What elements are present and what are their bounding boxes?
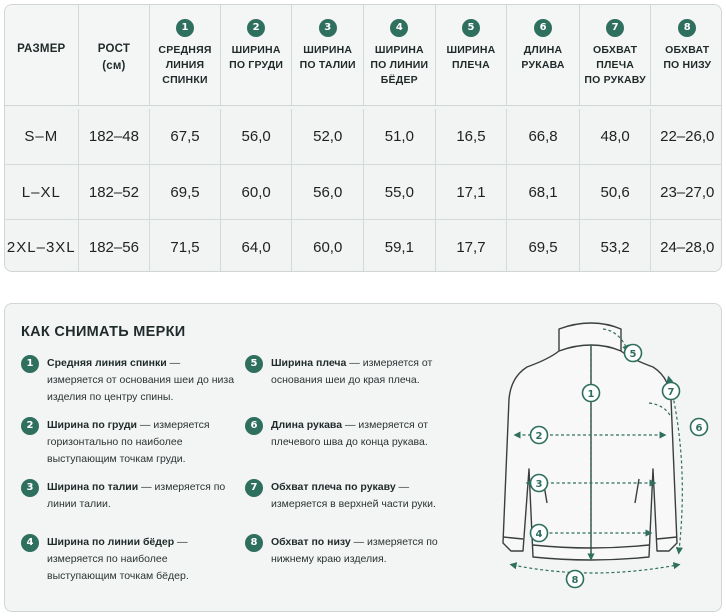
guide-item-chest-width — [21, 417, 236, 468]
marker-2-icon: 2 — [247, 19, 265, 37]
jacket-outline-icon — [503, 323, 677, 560]
guide-item-desc: — измеряется по линии талии. — [47, 481, 226, 510]
table-cell: 69,5 — [150, 165, 221, 219]
header-label: СРЕДНЯЯ ЛИНИЯ СПИНКИ — [158, 44, 212, 86]
diagram-marker-1-icon — [583, 385, 600, 402]
guide-item-name: Ширина плеча — [271, 357, 347, 369]
guide-item-text — [47, 355, 236, 406]
svg-text:8: 8 — [571, 575, 579, 586]
marker-7-icon: 7 — [606, 19, 624, 37]
svg-text:6: 6 — [695, 423, 703, 434]
header-cell-size — [5, 5, 79, 105]
guide-item-back-length — [21, 355, 236, 406]
header-label: РАЗМЕР — [17, 43, 66, 55]
guide-item-desc: — измеряется от основания шеи до края плеча. — [271, 357, 433, 386]
diagram-marker-2-icon — [531, 427, 548, 444]
header-cell-back-length — [150, 5, 221, 105]
table-cell: 66,8 — [507, 109, 580, 164]
header-cell-bicep-girth — [580, 5, 652, 105]
header-label: ШИРИНА ПО ТАЛИИ — [299, 44, 356, 71]
table-cell: 17,7 — [436, 220, 508, 272]
svg-text:4: 4 — [535, 529, 543, 540]
table-cell: 16,5 — [436, 109, 508, 164]
header-label: ОБХВАТ ПО НИЗУ — [663, 44, 712, 71]
table-cell: 182–52 — [79, 165, 151, 219]
guide-item-hem-girth — [245, 534, 445, 568]
marker-5-icon: 5 — [462, 19, 480, 37]
guide-item-text — [271, 417, 445, 451]
marker-2-icon: 2 — [21, 417, 39, 435]
marker-6-icon: 6 — [245, 417, 263, 435]
marker-3-icon: 3 — [319, 19, 337, 37]
table-cell: 52,0 — [292, 109, 364, 164]
header-label: ШИРИНА ПО ГРУДИ — [229, 44, 284, 71]
guide-item-hip-width — [21, 534, 236, 585]
size-table — [4, 4, 722, 272]
table-cell: 68,1 — [507, 165, 580, 219]
guide-item-name: Обхват по низу — [271, 536, 351, 548]
guide-item-name: Обхват плеча по рукаву — [271, 481, 396, 493]
marker-4-icon: 4 — [390, 19, 408, 37]
table-cell: 60,0 — [292, 220, 364, 272]
marker-1-icon: 1 — [21, 355, 39, 373]
guide-item-sleeve-length — [245, 417, 445, 451]
table-cell: 59,1 — [364, 220, 436, 272]
diagram-marker-3-icon — [531, 475, 548, 492]
marker-8-icon: 8 — [678, 19, 696, 37]
guide-item-name: Ширина по линии бёдер — [47, 536, 175, 548]
header-cell-hem-girth — [651, 5, 722, 105]
guide-item-text — [47, 417, 236, 468]
svg-text:7: 7 — [667, 387, 675, 398]
table-row — [5, 109, 722, 164]
marker-7-icon: 7 — [245, 479, 263, 497]
guide-item-name: Ширина по талии — [47, 481, 139, 493]
guide-item-text — [47, 479, 236, 513]
table-cell: 23–27,0 — [660, 183, 715, 201]
svg-text:3: 3 — [535, 479, 543, 490]
table-cell: 51,0 — [364, 109, 436, 164]
table-row — [5, 219, 722, 272]
table-cell: 71,5 — [150, 220, 221, 272]
header-cell-chest-width — [221, 5, 293, 105]
guide-item-waist-width — [21, 479, 236, 513]
table-cell: 48,0 — [580, 109, 652, 164]
table-cell: 182–56 — [79, 220, 151, 272]
guide-item-text — [271, 355, 445, 389]
header-cell-hip-width — [364, 5, 436, 105]
guide-item-name: Длина рукава — [271, 419, 343, 431]
header-label: РОСТ (см) — [97, 43, 131, 72]
header-cell-shoulder-width — [436, 5, 508, 105]
marker-5-icon: 5 — [245, 355, 263, 373]
table-cell: 56,0 — [292, 165, 364, 219]
marker-3-icon: 3 — [21, 479, 39, 497]
diagram-marker-6-icon — [691, 419, 708, 436]
guide-item-bicep-girth — [245, 479, 445, 513]
header-label: ШИРИНА ПЛЕЧА — [446, 44, 496, 71]
diagram-marker-7-icon — [663, 383, 680, 400]
svg-text:2: 2 — [535, 431, 543, 442]
guide-item-name: Ширина по груди — [47, 419, 137, 431]
guide-item-shoulder-width — [245, 355, 445, 389]
table-cell: 69,5 — [507, 220, 580, 272]
marker-8-icon: 8 — [245, 534, 263, 552]
header-cell-waist-width — [292, 5, 364, 105]
table-cell: 67,5 — [150, 109, 221, 164]
size-cell: 2XL–3XL — [5, 220, 79, 272]
diagram-marker-8-icon — [567, 571, 584, 588]
header-cell-sleeve-length — [507, 5, 580, 105]
table-cell: 60,0 — [221, 165, 293, 219]
size-table-header — [5, 5, 722, 106]
guide-item-desc: — измеряется в верхней части руки. — [271, 481, 436, 510]
marker-4-icon: 4 — [21, 534, 39, 552]
marker-1-icon: 1 — [176, 19, 194, 37]
table-cell: 64,0 — [221, 220, 293, 272]
guide-item-desc: — измеряется по нижнему краю изделия. — [271, 536, 438, 565]
guide-item-desc: — измеряется от основания шеи до низа изделия по центру спины. — [47, 357, 235, 403]
header-cell-height — [79, 5, 151, 105]
size-cell: L–XL — [5, 165, 79, 219]
guide-title: КАК СНИМАТЬ МЕРКИ — [21, 324, 186, 340]
table-cell: 17,1 — [436, 165, 508, 219]
table-cell: 24–28,0 — [660, 238, 715, 256]
table-cell: 22–26,0 — [660, 128, 715, 145]
table-row — [5, 164, 722, 219]
table-cell: 182–48 — [79, 109, 151, 164]
guide-item-desc: — измеряется от плечевого шва до конца рукава. — [271, 419, 429, 448]
measuring-guide — [4, 303, 722, 612]
marker-6-icon: 6 — [534, 19, 552, 37]
size-cell: S–M — [5, 109, 79, 164]
guide-item-name: Средняя линия спинки — [47, 357, 167, 369]
table-cell: 50,6 — [580, 165, 652, 219]
table-cell: 56,0 — [221, 109, 293, 164]
guide-item-text — [271, 534, 445, 568]
table-cell: 55,0 — [364, 165, 436, 219]
guide-item-desc: — измеряется по наиболее выступающим точкам бёдер. — [47, 536, 189, 582]
guide-item-text — [271, 479, 445, 513]
table-cell: 53,2 — [580, 220, 652, 272]
svg-text:5: 5 — [629, 349, 637, 360]
guide-item-desc: — измеряется горизонтально по наиболее выступающим точкам груди. — [47, 419, 210, 465]
diagram-marker-5-icon — [625, 345, 642, 362]
header-label: ДЛИНА РУКАВА — [521, 44, 565, 71]
jacket-diagram — [463, 319, 715, 607]
guide-item-text — [47, 534, 236, 585]
header-label: ОБХВАТ ПЛЕЧА ПО РУКАВУ — [584, 44, 646, 86]
header-label: ШИРИНА ПО ЛИНИИ БЁДЕР — [370, 44, 429, 86]
svg-text:1: 1 — [587, 389, 595, 400]
diagram-marker-4-icon — [531, 525, 548, 542]
